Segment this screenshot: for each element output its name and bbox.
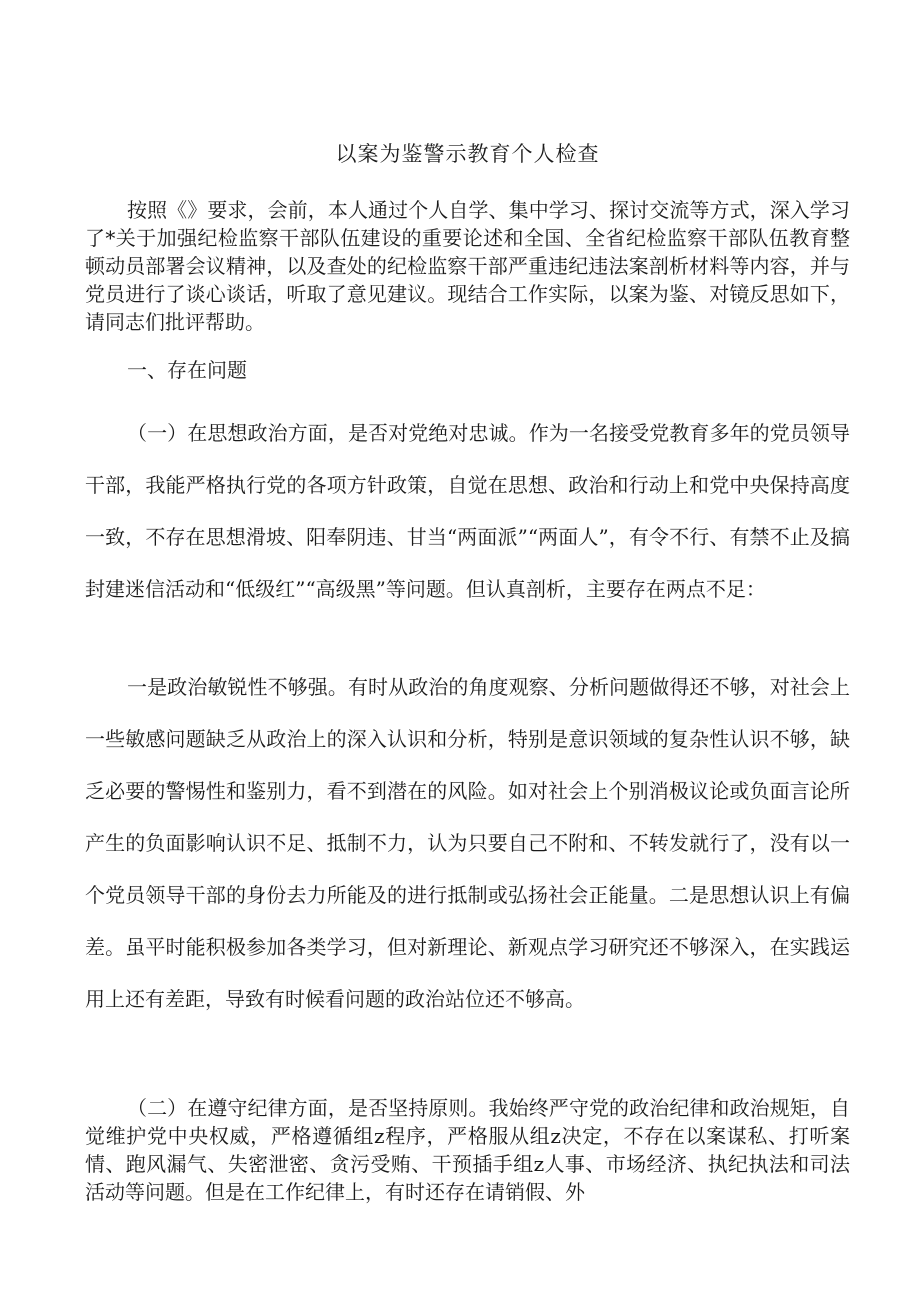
paragraph-shortcomings: 一是政治敏锐性不够强。有时从政治的角度观察、分析问题做得还不够，对社会上一些敏感问题缺乏从政治上的深入认识和分析，特别是意识领域的复杂性认识不够，缺乏必要的警惕性和鉴别力，看不到潜在的风险。如对社会上个别消极议论或负面言论所产生的负面影响认识不足、抵制不力，认为只要自己不附和、不转发就行了，没有以一个党员领导干部的身份去力所能及的进行抵制或弘扬社会正能量。二是思想认识上有偏差。虽平时能积极参加各类学习，但对新理论、新观点学习研究还不够深入，在实践运用上还有差距，导致有时候看问题的政治站位还不够高。 (85, 675, 850, 1011)
intro-paragraph: 按照《》要求，会前，本人通过个人自学、集中学习、探讨交流等方式，深入学习了*关于加强纪检监察干部队伍建设的重要论述和全国、全省纪检监察干部队伍教育整顿动员部署会议精神，以及查处的纪检监察干部严重违纪违法案剖析材料等内容，并与党员进行了谈心谈话，听取了意见建议。现结合工作实际，以案为鉴、对镜反思如下，请同志们批评帮助。 (85, 198, 850, 334)
paragraph-political-loyalty: （一）在思想政治方面，是否对党绝对忠诚。作为一名接受党教育多年的党员领导干部，我能严格执行党的各项方针政策，自觉在思想、政治和行动上和党中央保持高度一致，不存在思想滑坡、阳奉阴违、甘当“两面派”“两面人”，有令不行、有禁不止及搞封建迷信活动和“低级红”“高级黑”等问题。但认真剖析，主要存在两点不足： (85, 421, 850, 601)
document-title: 以案为鉴警示教育个人检查 (335, 142, 600, 166)
paragraph-discipline: （二）在遵守纪律方面，是否坚持原则。我始终严守党的政治纪律和政治规矩，自觉维护党中央权威，严格遵循组z程序，严格服从组z决定，不存在以案谋私、打听案情、跑风漏气、失密泄密、贪污受贿、干预插手组z人事、市场经济、执纪执法和司法活动等问题。但是在工作纪律上，有时还存在请销假、外 (85, 1096, 850, 1204)
section-heading-problems: 一、存在问题 (127, 358, 247, 382)
